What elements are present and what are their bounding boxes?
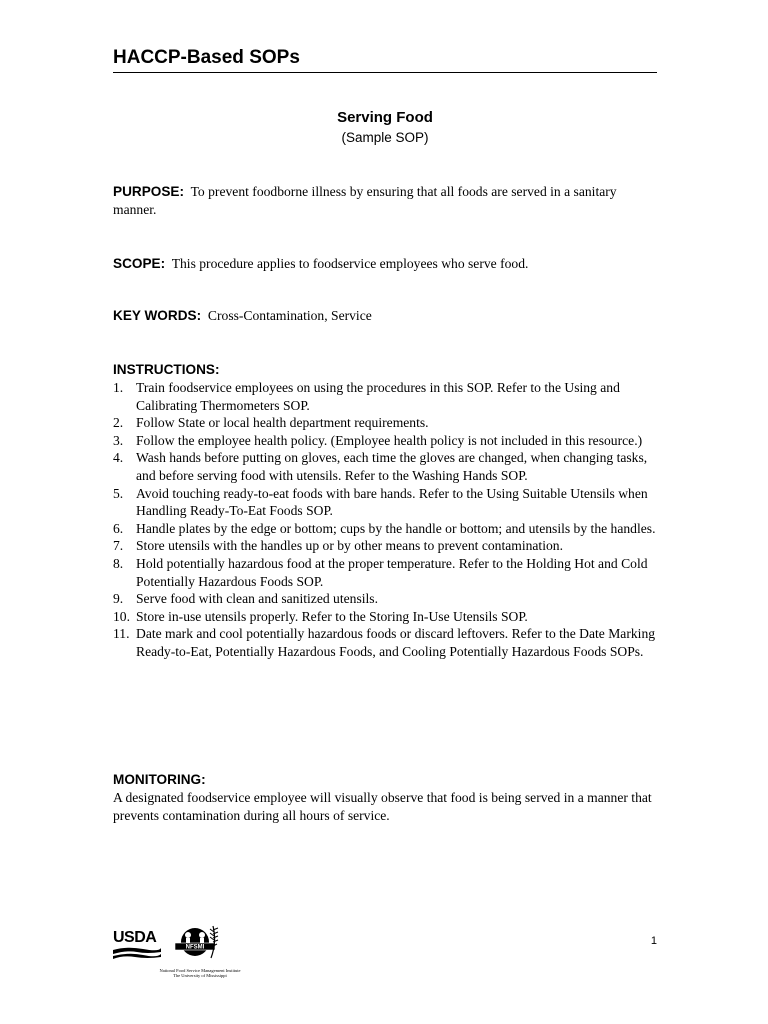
list-item <box>113 449 657 484</box>
keywords-section <box>113 307 657 325</box>
scope-section <box>113 255 657 273</box>
list-item-text: Handle plates by the edge or bottom; cups by the handle or bottom; and utensils by the handles. <box>136 520 656 536</box>
page-number: 1 <box>650 935 657 947</box>
nfsmi-caption <box>155 968 245 978</box>
header-title: HACCP-Based SOPs <box>113 47 300 68</box>
list-item-number: 6. <box>113 520 124 536</box>
list-item <box>113 625 657 660</box>
list-item <box>113 485 657 520</box>
list-item-number: 11. <box>113 626 130 642</box>
list-item-text: Date mark and cool potentially hazardous foods or discard leftovers. Refer to the Date Marking Ready-to-Eat, Potentially Hazardous Foods, and Cooling Potentially Hazardous Foods SOPs. <box>136 626 656 659</box>
list-item <box>113 537 657 555</box>
nfsmi-logo <box>173 922 225 964</box>
usda-logo <box>113 930 161 964</box>
list-item-number: 10. <box>113 608 130 624</box>
list-item <box>113 555 657 590</box>
instructions-list <box>113 379 657 661</box>
page-footer <box>113 922 657 982</box>
list-item-number: 3. <box>113 432 124 448</box>
list-item <box>113 590 657 608</box>
list-item-number: 7. <box>113 538 124 554</box>
list-item-text: Train foodservice employees on using the procedures in this SOP. Refer to the Using and Calibrating Thermometers SOP. <box>136 380 620 413</box>
list-item-number: 1. <box>113 380 124 395</box>
nfsmi-emblem-icon <box>173 922 225 964</box>
keywords-text: Cross-Contamination, Service <box>207 308 372 323</box>
instructions-label: INSTRUCTIONS: <box>113 362 220 377</box>
list-item-number: 2. <box>113 415 124 431</box>
page-header <box>113 46 657 73</box>
list-item-number: 4. <box>113 450 124 466</box>
document-title: Serving Food <box>337 109 433 126</box>
monitoring-section <box>113 771 657 825</box>
list-item-text: Follow State or local health department requirements. <box>136 415 429 431</box>
monitoring-text: A designated foodservice employee will visually observe that food is being served in a manner that prevents contamination during all hours of service. <box>113 790 652 823</box>
nfsmi-badge-text: NFSMI <box>185 944 205 951</box>
list-item <box>113 608 657 626</box>
document-subtitle: (Sample SOP) <box>341 130 429 145</box>
list-item-number: 8. <box>113 555 124 571</box>
list-item-text: Follow the employee health policy. (Employee health policy is not included in this resource.) <box>136 432 643 448</box>
purpose-label: PURPOSE: <box>113 184 185 199</box>
monitoring-label: MONITORING: <box>113 772 206 787</box>
list-item-text: Hold potentially hazardous food at the proper temperature. Refer to the Holding Hot and Cold Potentially Hazardous Foods SOP. <box>136 555 648 589</box>
list-item-text: Wash hands before putting on gloves, each time the gloves are changed, when changing tasks, and before serving food with utensils. Refer to the Washing Hands SOP. <box>136 450 648 483</box>
list-item <box>113 520 657 538</box>
nfsmi-caption-line1: National Food Service Management Institute <box>159 968 241 973</box>
list-item <box>113 414 657 432</box>
list-item <box>113 379 657 414</box>
usda-logo-text: USDA <box>113 929 157 946</box>
list-item <box>113 432 657 450</box>
list-item-number: 9. <box>113 591 124 607</box>
list-item-text: Store in-use utensils properly. Refer to the Storing In-Use Utensils SOP. <box>136 608 528 624</box>
list-item-text: Serve food with clean and sanitized utensils. <box>136 591 378 607</box>
scope-text: This procedure applies to foodservice employees who serve food. <box>171 256 529 271</box>
list-item-text: Store utensils with the handles up or by other means to prevent contamination. <box>136 538 563 554</box>
purpose-section <box>113 183 657 219</box>
nfsmi-caption-line2: The University of Mississippi <box>173 973 227 978</box>
purpose-text: To prevent foodborne illness by ensuring that all foods are served in a sanitary manner. <box>113 184 617 217</box>
instructions-section <box>113 361 657 661</box>
usda-logo-hills-icon <box>113 946 161 962</box>
keywords-label: KEY WORDS: <box>113 308 202 323</box>
list-item-text: Avoid touching ready-to-eat foods with bare hands. Refer to the Using Suitable Utensils when Handling Ready-To-Eat Foods SOP. <box>136 485 648 519</box>
list-item-number: 5. <box>113 485 124 501</box>
scope-label: SCOPE: <box>113 256 166 271</box>
